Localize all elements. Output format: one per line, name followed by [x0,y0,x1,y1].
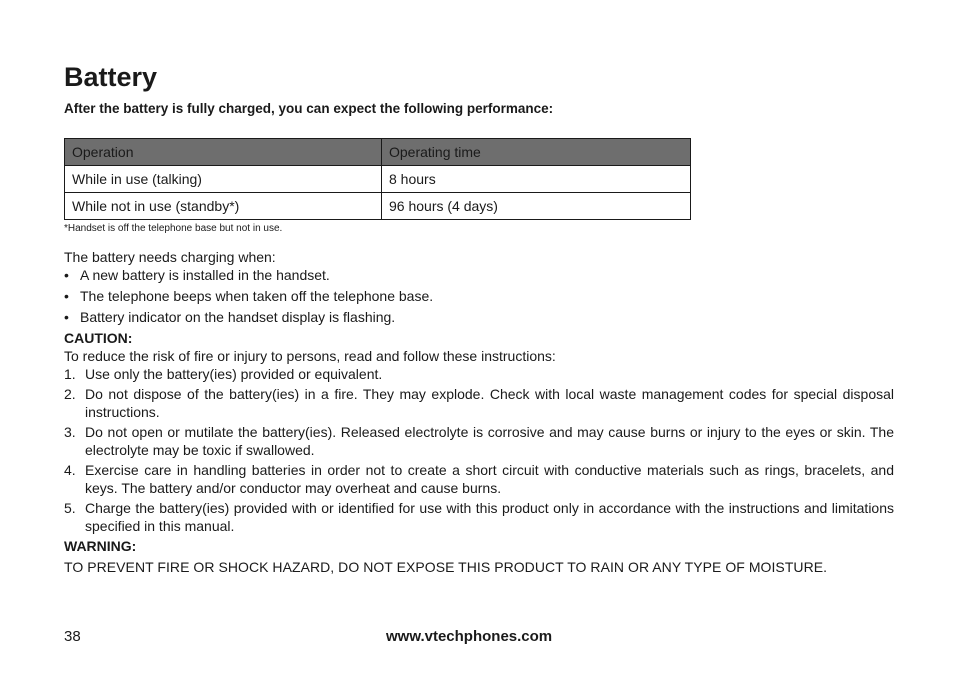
table-cell-operating-time: 8 hours [382,166,691,193]
list-number: 5. [64,500,76,516]
caution-list [64,365,894,535]
list-item-text: Do not open or mutilate the battery(ies). Released electrolyte is corrosive and may cause burns or injury to the eyes or skin. The electrolyte may be toxic if swallowed. [85,424,894,458]
list-item [64,365,894,383]
list-item [64,423,894,459]
list-item-text: Exercise care in handling batteries in order not to create a short circuit with conductive materials such as rings, bracelets, and keys. The battery and/or conductor may overheat and cause burns. [85,462,894,496]
warning-text: TO PREVENT FIRE OR SHOCK HAZARD, DO NOT EXPOSE THIS PRODUCT TO RAIN OR ANY TYPE OF MOISTURE. [64,559,828,575]
column-header-operating-time: Operating time [382,139,691,166]
table-header-row [65,139,691,166]
list-number: 2. [64,386,76,402]
charging-lead: The battery needs charging when: [64,249,276,265]
list-item [64,461,894,497]
list-number: 4. [64,462,76,478]
table-footnote: *Handset is off the telephone base but not in use. [64,223,283,234]
caution-label: CAUTION: [64,330,133,346]
list-number: 1. [64,366,76,382]
list-item [64,499,894,535]
list-number: 3. [64,424,76,440]
charging-list [64,266,894,326]
performance-table [64,138,691,220]
list-item-text: Use only the battery(ies) provided or equivalent. [85,366,383,382]
intro-text: After the battery is fully charged, you can expect the following performance: [64,101,554,116]
warning-label: WARNING: [64,538,137,554]
table-row [65,166,691,193]
caution-lead: To reduce the risk of fire or injury to persons, read and follow these instructions: [64,348,556,364]
footer-url: www.vtechphones.com [386,628,553,645]
table-cell-operation: While not in use (standby*) [65,193,382,220]
list-item-text: A new battery is installed in the handset. [80,267,330,283]
table-row [65,193,691,220]
list-item-text: Charge the battery(ies) provided with or identified for use with this product only in accordance with the instructions and limitations specified in this manual. [85,500,894,534]
page-title: Battery [64,62,158,92]
list-item-text: Battery indicator on the handset display is flashing. [80,309,396,325]
table-cell-operating-time: 96 hours (4 days) [382,193,691,220]
table-cell-operation: While in use (talking) [65,166,382,193]
list-item [64,287,894,305]
bullet-icon: • [64,288,69,304]
column-header-operation: Operation [65,139,382,166]
list-item [64,308,894,326]
bullet-icon: • [64,309,69,325]
list-item-text: Do not dispose of the battery(ies) in a fire. They may explode. Check with local waste management codes for special disposal instructions. [85,386,894,420]
list-item [64,385,894,421]
body-content [64,248,894,576]
page-number: 38 [64,628,81,645]
list-item [64,266,894,284]
list-item-text: The telephone beeps when taken off the telephone base. [80,288,434,304]
bullet-icon: • [64,267,69,283]
